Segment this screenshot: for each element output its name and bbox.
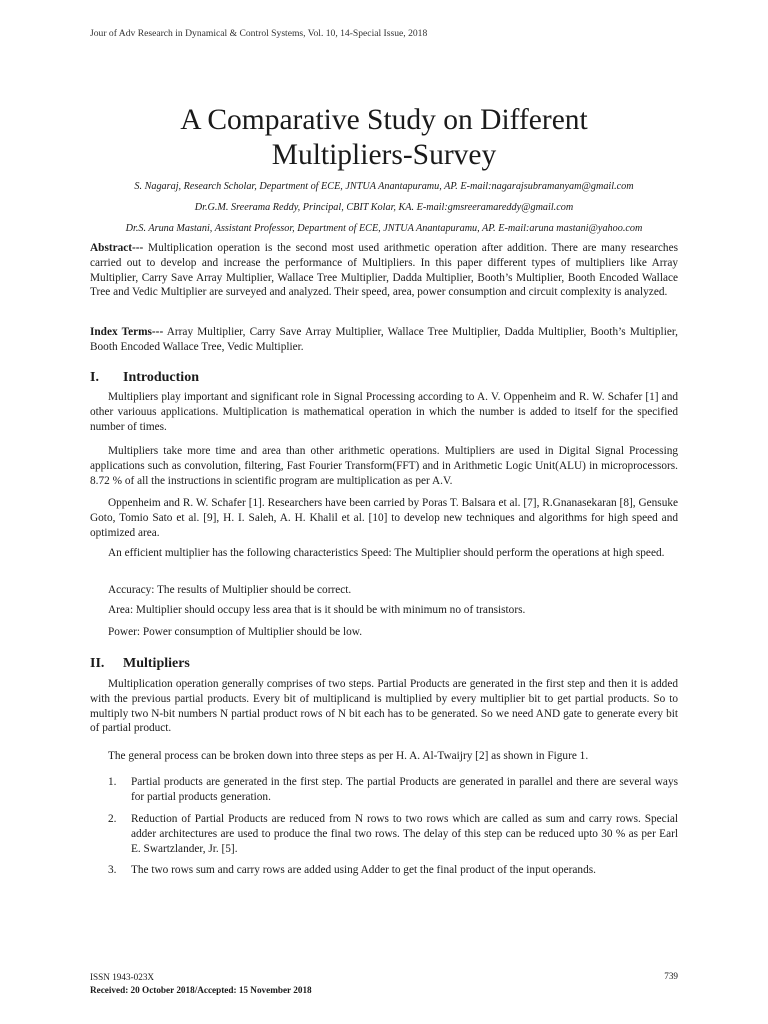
section-title: Multipliers xyxy=(123,656,190,671)
list-number: 1. xyxy=(108,776,117,788)
paragraph: Area: Multiplier should occupy less area that is it should be with minimum no of transistors. xyxy=(108,604,526,616)
paragraph: Multipliers take more time and area than other arithmetic operations. Multipliers are used in Digital Signal Processing applications such as convolution, filtering, Fast Fourier Transform(FFT) and in Arithmetic Logic Unit(ALU) in microprocessors. 8.72 % of all the instructions in scientific program are multiplication as per A.V. xyxy=(90,445,678,487)
paragraph: An efficient multiplier has the following characteristics Speed: The Multiplier should perform the operations at high speed. xyxy=(108,547,665,559)
paragraph: Accuracy: The results of Multiplier should be correct. xyxy=(108,584,352,596)
list-item xyxy=(108,863,678,878)
paragraph: Oppenheim and R. W. Schafer [1]. Researchers have been carried by Poras T. Balsara et al. [7], R.Gnanasekaran [8], Gensuke Goto, Tomio Sato et al. [9], H. I. Saleh, A. H. Khalil et al. [10] to develop new techniques and algorithms for high speed and optimized area. xyxy=(90,497,678,539)
index-terms-label: Index Terms--- xyxy=(90,326,164,338)
index-terms xyxy=(90,325,678,355)
list-text: The two rows sum and carry rows are added using Adder to get the final product of the input operands. xyxy=(131,864,596,876)
paragraph: Multipliers play important and significant role in Signal Processing according to A. V. Oppenheim and R. W. Schafer [1] and other variouus applications. Multiplication is mathematical operation in which the number is added to itself for the specified number of times. xyxy=(90,391,678,433)
section-number: I. xyxy=(90,370,99,385)
received-dates: Received: 20 October 2018/Accepted: 15 November 2018 xyxy=(90,985,312,995)
list-text: Reduction of Partial Products are reduced from N rows to two rows which are called as sum and carry rows. Special adder architectures are used to produce the final two rows. The delay of this step can be reduced upto 30 % as per Earl E. Swartzlander, Jr. [5]. xyxy=(131,813,678,855)
page-number: 739 xyxy=(664,971,678,981)
list-number: 2. xyxy=(108,813,117,825)
author-3: Dr.S. Aruna Mastani, Assistant Professor, Department of ECE, JNTUA Anantapuramu, AP. E-mail:aruna mastani@yahoo.com xyxy=(125,223,643,234)
author-1: S. Nagaraj, Research Scholar, Department of ECE, JNTUA Anantapuramu, AP. E-mail:nagarajsubramanyam@gmail.com xyxy=(134,181,634,192)
title-line-1: A Comparative Study on Different xyxy=(180,104,588,136)
index-terms-text: Array Multiplier, Carry Save Array Multiplier, Wallace Tree Multiplier, Dadda Multiplier, Booth’s Multiplier, Booth Encoded Wallace Tree, Vedic Multiplier. xyxy=(90,326,678,353)
list-number: 3. xyxy=(108,864,117,876)
list-item xyxy=(108,775,678,805)
list-text: Partial products are generated in the first step. The partial Products are generated in parallel and there are several ways for partial products generation. xyxy=(131,776,678,803)
list-item xyxy=(108,812,678,856)
title-line-2: Multipliers-Survey xyxy=(271,139,497,171)
paragraph: The general process can be broken down into three steps as per H. A. Al-Twaijry [2] as shown in Figure 1. xyxy=(108,750,589,762)
abstract-label: Abstract--- xyxy=(90,242,144,254)
paragraph: Multiplication operation generally comprises of two steps. Partial Products are generated in the first step and then it is added with the previous partial products. Every bit of multiplicand is multiplied by every multiplier bit to get partial products. So to multiply two N-bit numbers N partial product rows of N bit each has to be generated. So we need AND gate to generate every bit of partial product. xyxy=(90,678,678,735)
section-number: II. xyxy=(90,656,105,671)
section-heading-multipliers xyxy=(90,656,190,672)
journal-header: Jour of Adv Research in Dynamical & Control Systems, Vol. 10, 14-Special Issue, 2018 xyxy=(90,28,428,39)
section-title: Introduction xyxy=(123,370,199,385)
abstract xyxy=(90,241,678,300)
abstract-text: Multiplication operation is the second most used arithmetic operation after addition. There are many researches carried out to develop and increase the performance of Multipliers. In this paper different types of multipliers like Array Multiplier, Carry Save Array Multiplier, Wallace Tree Multiplier, Dadda Multiplier, Booth’s Multiplier, Booth Encoded Wallace Tree and Vedic Multiplier are surveyed and analyzed. Their speed, area, power consumption and circuit complexity is analyzed. xyxy=(90,242,678,299)
paper-title xyxy=(90,103,678,173)
paragraph: Power: Power consumption of Multiplier should be low. xyxy=(108,626,363,638)
issn: ISSN 1943-023X xyxy=(90,972,155,982)
section-heading-introduction xyxy=(90,370,199,386)
author-2: Dr.G.M. Sreerama Reddy, Principal, CBIT Kolar, KA. E-mail:gmsreeramareddy@gmail.com xyxy=(194,202,574,213)
footer xyxy=(90,971,312,997)
